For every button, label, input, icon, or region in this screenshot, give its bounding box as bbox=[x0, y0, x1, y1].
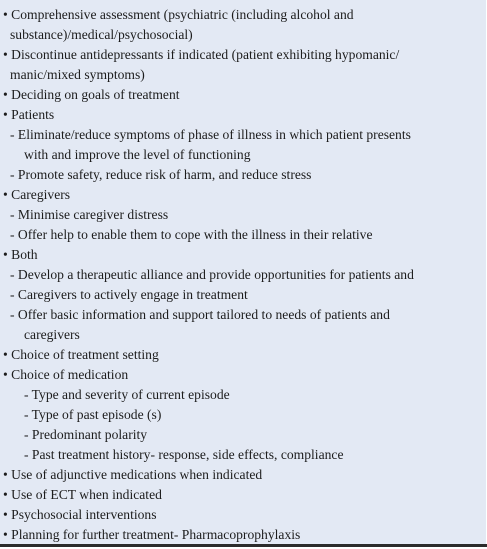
list-item-assessment: • Comprehensive assessment (psychiatric (including alcohol and bbox=[3, 7, 354, 22]
list-item-both: • Both bbox=[3, 247, 38, 262]
sub-item-basic-information-cont: caregivers bbox=[24, 327, 80, 342]
treatment-list bbox=[0, 5, 486, 545]
list-item-caregivers: • Caregivers bbox=[3, 187, 71, 202]
sub-item-eliminate-symptoms-cont: with and improve the level of functioning bbox=[24, 147, 251, 162]
sub-item-therapeutic-alliance: - Develop a therapeutic alliance and provide opportunities for patients and bbox=[10, 267, 414, 282]
sub-item-promote-safety: - Promote safety, reduce risk of harm, and reduce stress bbox=[10, 167, 312, 182]
table-bottom-rule bbox=[0, 544, 487, 547]
list-item-adjunctive-medications: • Use of adjunctive medications when indicated bbox=[3, 467, 263, 482]
sub-item-caregivers-engage: - Caregivers to actively engage in treatment bbox=[10, 287, 248, 302]
list-item-patients: • Patients bbox=[3, 107, 55, 122]
sub-item-offer-help: - Offer help to enable them to cope with the illness in their relative bbox=[10, 227, 373, 242]
sub-item-current-episode: - Type and severity of current episode bbox=[24, 387, 230, 402]
list-item-further-treatment: • Planning for further treatment- Pharmacoprophylaxis bbox=[3, 527, 301, 542]
list-item-treatment-setting: • Choice of treatment setting bbox=[3, 347, 159, 362]
sub-item-basic-information: - Offer basic information and support tailored to needs of patients and bbox=[10, 307, 390, 322]
list-item-discontinue-antidepressants: • Discontinue antidepressants if indicated (patient exhibiting hypomanic/ bbox=[3, 47, 400, 62]
sub-item-treatment-history: - Past treatment history- response, side effects, compliance bbox=[24, 447, 344, 462]
list-item-psychosocial: • Psychosocial interventions bbox=[3, 507, 157, 522]
sub-item-predominant-polarity: - Predominant polarity bbox=[24, 427, 148, 442]
list-item-ect: • Use of ECT when indicated bbox=[3, 487, 162, 502]
sub-item-eliminate-symptoms: - Eliminate/reduce symptoms of phase of illness in which patient presents bbox=[10, 127, 411, 142]
list-item-assessment-cont: substance)/medical/psychosocial) bbox=[10, 27, 193, 42]
list-item-goals: • Deciding on goals of treatment bbox=[3, 87, 180, 102]
sub-item-minimise-distress: - Minimise caregiver distress bbox=[10, 207, 169, 222]
list-item-discontinue-antidepressants-cont: manic/mixed symptoms) bbox=[10, 67, 145, 82]
sub-item-past-episode: - Type of past episode (s) bbox=[24, 407, 162, 422]
list-item-choice-of-medication: • Choice of medication bbox=[3, 367, 129, 382]
